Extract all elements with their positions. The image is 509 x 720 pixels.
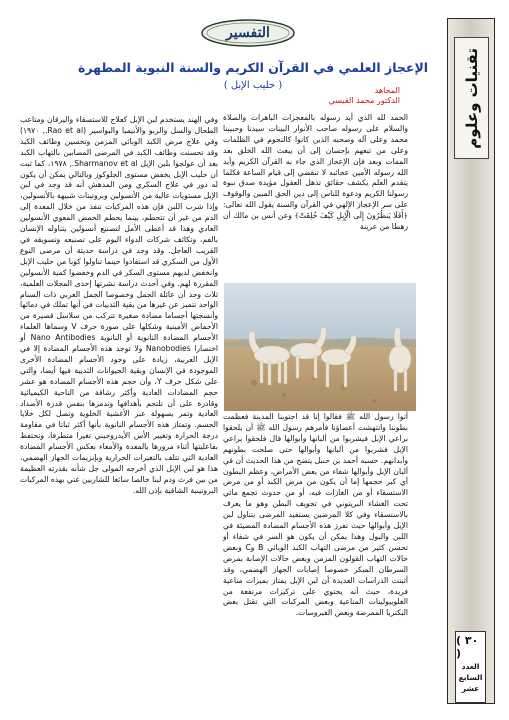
camels-photo (224, 283, 416, 411)
sidebar (447, 18, 495, 704)
page-number: ( ٣٠ ) (456, 634, 479, 660)
author-name: الدكتور محمد القيسي (328, 96, 400, 105)
article-title: الإعجاز العلمي في القرآن الكريم والسنة النبوية المطهرة (77, 60, 429, 75)
issue-label-1: العدد (461, 662, 480, 671)
issue-label-2: السابع (458, 673, 483, 682)
article-column-left: وفي الهند يستخدم لبن الإبل كعلاج للاستسقاء واليرقان ومتاعب الطحال والسل والربو والأنيميا والبواسير (Rao et al., ١٩٧٠) وفي علاج مرض الكبد الوبائي المزمن وتحسين وظائف الكبد وقد تحسنت وظائف الكبد في المرضى المصابين بالتهاب الكبد بعد أن عولجوا بلبن الإبل Sharmanov et al., ١٩٧٨، كما ثبت أن حليب الإبل يخفض مستوى الجلوكوز وبالتالي يمكن أن يكون له دور في علاج السكري ومن المدهش أنه قد وجد في لبن الإبل مستويات عالية من الأنسولين وبروتينات شبيهة بالأنسولين، وإذا شرب اللبن فإن هذه المركبات تنفذ من خلال المعدة إلى الدم من غير أن تتحطم، بينما يحطم الحمض المعوي الأنسولين العادي وهذا قد أعطى الأمل لتصنيع أنسولين يتناوله الإنسان بالفم، وتكاثف شركات الدواء اليوم على تصنيعه وتسويقه في القريب العاجل. وقد وجد في دراسة حديثة أن مرضى النوع الأول من السكري قد استفادوا حينما تناولوا كوبا من حليب الإبل وانخفض لديهم مستوى السكر في الدم وخفضوا كمية الأنسولين المقررة لهم. وفي أحدث دراسة نشرتها إحدى المجلات العلمية، ثلاث وجد أن عائلة الجمل وخصوصا الجمل العربي ذات السنام الواحد تتميز عن غيرها من بقية الثدييات في أنها تملك في دمائها وأنسجتها أجساما مضادة صغيرة تتركب من سلاسل قصيرة من الأحماض الأمينية وشكلها على صورة حرف V وسماها العلماء الأجسام المضادة النانوية أو النانوية Nano Antibodies أو اختصارا Nanobodies ولا توجد هذه الأجسام المضادة إلا في الإبل العربية، زيادة على وجود الأجسام المضادة الأخرى الموجودة في الإنسان وبقية الحيوانات الثديية فيها أيضا، والتي على شكل حرف Y، وأن حجم هذه الأجسام المضادة هو عشر حجم المضادات العادية وأكثر رشاقة من الناحية الكيميائية وقادرة على أن تلتحم بأهدافها وتدمرها بنفس قدرة الأضداد العادية وتمر بسهولة عبر الأغشية الخلوية وتصل لكل خلايا الجسم. وتمتاز هذه الأجسام النانوية بأنها أكثر ثباتا في مقاومة درجة الحرارة وتغيير الأس الأيدروجيني تغيرا متطرفا، وتحتفظ بفاعليتها أثناء مرورها بالمعدة والأمعاء بعكس الأجسام المضادة العادية التي تتلف بالتغيرات الحرارية وبإنزيمات الجهاز الهضمي، هذا هو لبن الإبل الذي أخرجه المولى جل شأنه بقدرته العظيمة من بين فرث ودم لبنا خالصا سائغا للشاربين غني بهذه المركبات البروتينية الشافية بإذن الله. (20, 115, 218, 495)
section-title-box (454, 37, 489, 159)
author-prefix: المجاهد (374, 86, 400, 95)
article-subtitle: ( حليب الإبل ) (223, 80, 283, 91)
issue-label-3: عشر (461, 684, 480, 693)
camels-photo-icon (224, 283, 416, 411)
logo-text: التفسير (226, 25, 270, 41)
article-column-right-bottom: أتوا رسول الله ﷺ فقالوا إنا قد اجتوينا المدينة فعظمت بطوننا وانتهشت أعضاؤنا فأمرهم رسول الله ﷺ أن يلحقوا براعي الإبل فيشربوا من ألبانها وأبوالها قال فلحقوا براعي الإبل فشربوا من ألبانها وأبوالها حتى صلحت بطونهم وأبدانهم. حسبه أحمد بن حنبل يتضح من هذا الحديث أن في ألبان الإبل وأبوالها شفاء من بعض الأمراض، وعظم البطون أي كبر حجمها إما أن يكون من مرض الكبد أو من مرض الاستسقاء أو من الغازات فيه، أو من حدوث تجمع مائي تحت الغشاء البريتوني في تجويف البطن وهو ما يعرف بالاستسقاء وفي كلا المرضين يستفيد المرضى بتناول لبن الإبل وأبوالها حيث تفرز هذه الأجسام المضادة المضيئة في اللبن والبول وهذا يمكن أن يكون هو السر في شفاء أو تحسن كثير من مرضى التهاب الكبد الوبائي B وC وبعض حالات التهاب القولون المزمن وبعض حالات الإصابة بمرض السرطان المبكر خصوصا إصابات الجهاز الهضمي، وقد أثبتت الدراسات العديدة أن لبن الإبل يمتاز بميزات مناعية فريدة، حيث أنه يحتوي على تركيزات مرتفعة من الغلوبيولينات المناعية وبعض المركبات التي تقتل بعض البكتريا الممرضة وبعض الفيروسات. (223, 412, 408, 618)
article-column-right-top: الحمد لله الذي أيد رسوله بالمعجزات الباهرات والصلاة والسلام على رسوله صاحب الأنوار البينات سيدنا وحبيبنا محمد وعلى آله وصحبه الذين كانوا كالنجوم في الظلمات وعلى من تبعهم بإحسان إلى أن يبعث الله الخلق بعد الممات وبعد فإن الإعجاز الذي جاء به القرآن الكريم وأيد الله رسوله الأمين عجائبه لا تنقضي إلى قيام الساعة فكلما يتقدم العلم يكشف حقائق تذهل العقول مؤيدة صدق نبوة رسولنا الكريم ودعوة للناس إلى دين الحق المبين والوقوف على سر الإعجاز الإلهي في القرآن والسنة يقول الله تعالى: ﴿أَفَلَا يَنظُرُونَ إِلَى الْإِبِلِ كَيْفَ خُلِقَتْ﴾ وعن أنس بن مالك أن رهطا من عرينة (223, 113, 408, 232)
page-number-box (455, 631, 486, 703)
section-logo (200, 18, 296, 48)
section-title: تقنيات وعلوم (462, 47, 481, 149)
